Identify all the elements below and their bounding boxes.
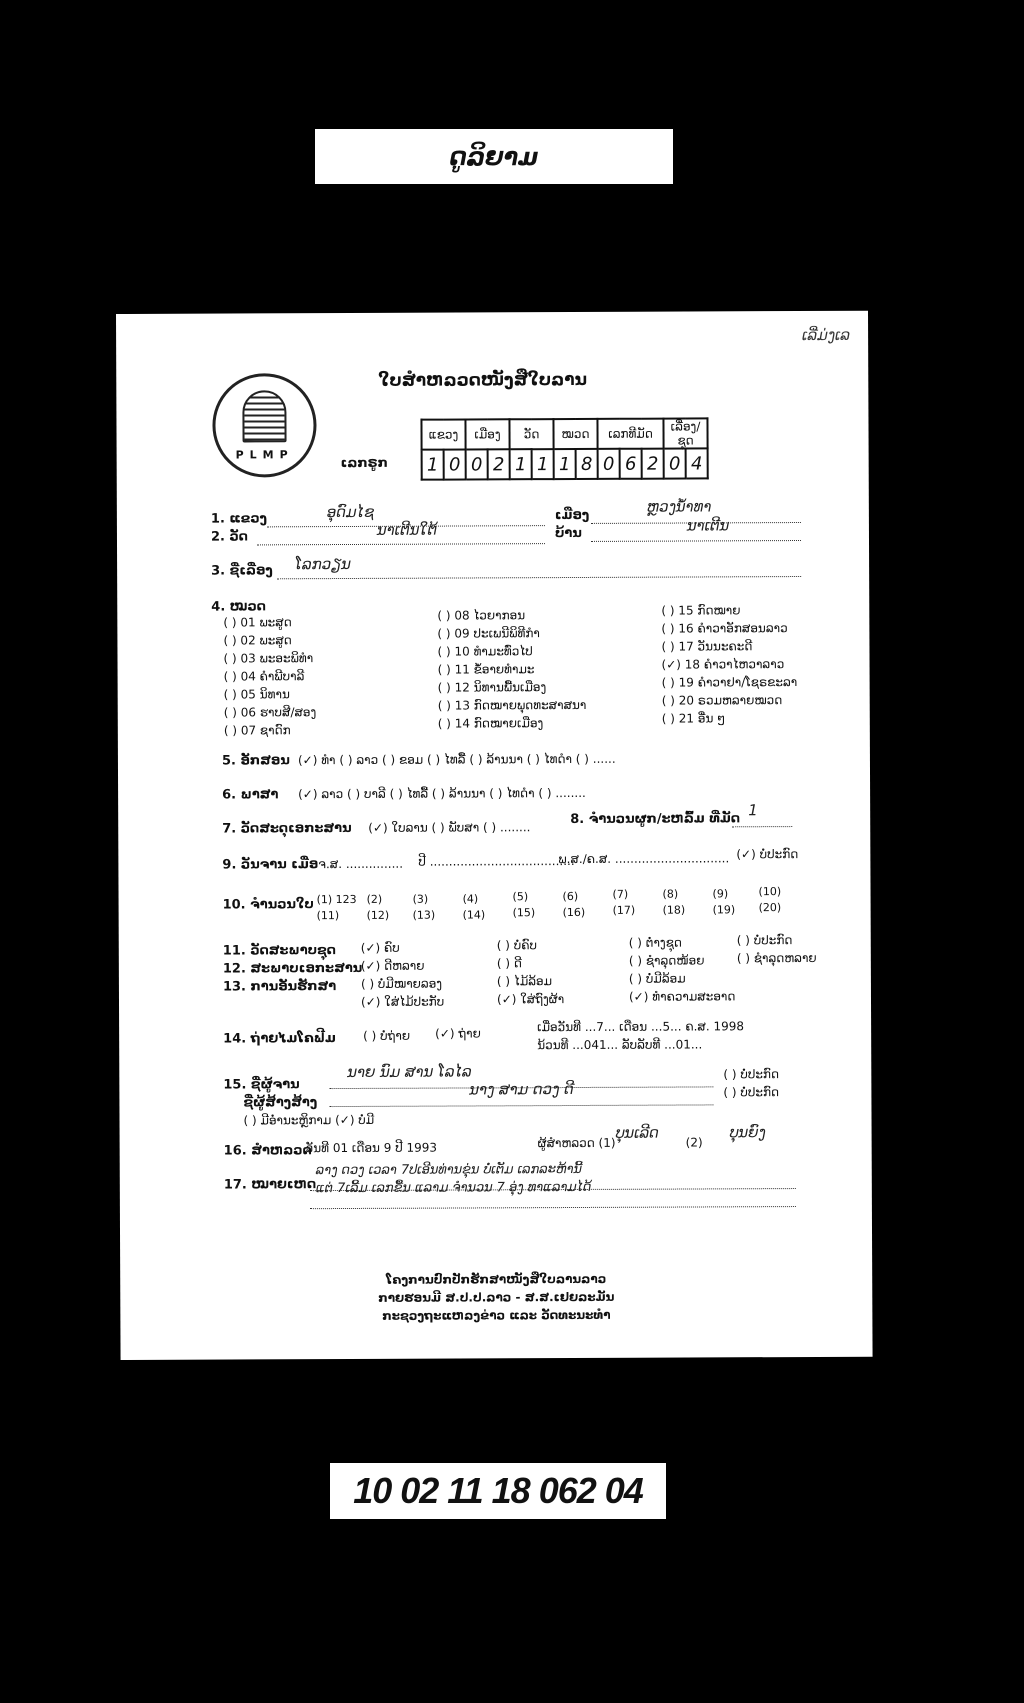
category-option: ( ) 08 ໄວຍາກອນ xyxy=(437,608,526,623)
date-year: ປີ ...................................... xyxy=(418,854,575,869)
colophon-options: ( ) ມີອໍ່ານະຫຼິກາມ (✓) ບໍ່ມີ xyxy=(243,1112,375,1128)
condition-option: ( ) ຊຳລຸດຫລາຍ xyxy=(736,950,817,966)
leaf-count-cell: (6) xyxy=(562,889,579,904)
category-option: ( ) 10 ທຳມະທົ່ວໄປ xyxy=(437,644,533,659)
leaf-count-cell: (17) xyxy=(612,903,636,917)
code-digit: 4 xyxy=(686,448,708,478)
category-option: ( ) 04 ຄຳພີບາລີ xyxy=(223,669,305,684)
preservation-option: ( ) ບໍ່ມີລ້ອມ xyxy=(628,971,686,986)
preservation-option: (✓) ທຳຄວາມສະອາດ xyxy=(628,989,736,1004)
category-option: ( ) 05 ນິທານ xyxy=(223,687,290,702)
manuscript-code-table xyxy=(420,417,708,480)
preservation-option: (✓) ໃສ່ຖົງຜ້າ xyxy=(496,992,565,1007)
category-option: ( ) 20 ຣວມຫລາຍໝວດ xyxy=(661,693,783,708)
condition-label: 12. ສະພາບເອກະສານ xyxy=(222,960,363,977)
code-header: ແຂວງ xyxy=(421,419,465,449)
category-option: ( ) 03 ພະອະພິທຳ xyxy=(223,651,314,666)
code-header: ເມືອງ xyxy=(465,419,509,449)
leaf-count-cell: (5) xyxy=(512,890,529,904)
leaf-count-cell: (12) xyxy=(366,908,390,922)
condition-option: ( ) ຊຳລຸດໜ້ອຍ xyxy=(628,953,705,968)
survey-form-sheet xyxy=(116,311,873,1360)
leaf-count-cell: (10) xyxy=(758,885,782,899)
microfilm-yes: (✓) ຖ່າຍ xyxy=(435,1026,481,1041)
city-label: ເມືອງ xyxy=(554,507,590,524)
surveyor-1: ບຸນເລີດ xyxy=(615,1123,659,1142)
code-header: ເລກທີມັດ xyxy=(597,419,663,449)
header-label: ດູລິຍາມ xyxy=(315,129,673,184)
date-written-label: 9. ວັນຈານ ເມື່ອ xyxy=(222,857,319,873)
temple-value: ນາເຕີນໃຕ້ xyxy=(376,520,438,539)
remarks-text-1: ລາງ ດວງ ເວລາ 7ປເອີນທ່ານຂຸ່ນ ບໍ່ເຕັມ ເລກລະຫ້ານີ້ xyxy=(315,1161,582,1179)
code-digit: 0 xyxy=(466,449,488,479)
footer-line: ກະຊວງຖະແຫລງຂ່າວ ແລະ ວັດທະນະທຳ xyxy=(382,1307,611,1323)
material-options: (✓) ໃບລານ ( ) ພັບສາ ( ) ........ xyxy=(368,820,531,835)
surveyor-label: ຜູ້ສຳຫລວດ (1) xyxy=(537,1135,616,1151)
microfilm-label: 14. ຖ່າຍໄມໂຄຟີມ xyxy=(223,1031,336,1047)
date-bs: ພ.ສ./ຄ.ສ. .............................. xyxy=(558,851,730,867)
seal-text: PLMP xyxy=(235,447,294,461)
title-label: 3. ຊື່ເລື່ອງ xyxy=(211,563,273,579)
province-label: 1. ແຂວງ xyxy=(210,511,268,527)
category-label: 4. ໝວດ xyxy=(211,599,266,615)
category-option: ( ) 02 ພະສູດ xyxy=(223,633,292,648)
category-option: ( ) 11 ຂໍ້ອາຍທຳມະ xyxy=(437,662,535,677)
survey-date: ວັນທີ 01 ເດືອນ 9 ປີ 1993 xyxy=(305,1140,438,1156)
leaf-count-cell: (18) xyxy=(662,903,686,917)
scribe-unknown: ( ) ບໍ່ປະກົດ xyxy=(723,1067,780,1082)
code-label: ເລກຣູກ xyxy=(340,455,388,472)
footer-line: ກາຍຮອນມີ ສ.ປ.ປ.ລາວ - ສ.ສ.ເຢຍລະມັນ xyxy=(378,1289,615,1305)
title-value: ໂລກວຽນ xyxy=(295,554,351,574)
manuscript-code-label: 10 02 11 18 062 04 xyxy=(330,1463,666,1519)
leaf-count-cell: (8) xyxy=(662,887,679,901)
leaf-count-cell: (13) xyxy=(412,908,436,922)
title-line xyxy=(277,561,801,579)
code-digit: 1 xyxy=(422,450,444,480)
category-option: ( ) 19 ຄຳວາຢາ/ໂຊຣຂະລາ xyxy=(661,675,798,690)
condition-option: (✓) ດີຫລາຍ xyxy=(360,958,425,973)
category-option: ( ) 07 ຊາດົກ xyxy=(223,723,291,738)
code-digit: 6 xyxy=(620,449,642,479)
language-options: (✓) ລາວ ( ) ບາລີ ( ) ໄທລື້ ( ) ລ້ານນາ ( ) ໄທດຳ ( ) ........ xyxy=(298,785,586,802)
category-option: ( ) 14 ກົດໝາຍເມືອງ xyxy=(437,716,544,731)
category-option: (✓) 18 ຄຳວາໄຫວາລາວ xyxy=(661,657,785,672)
material-label: 7. ວັດສະດຸເອກະສານ xyxy=(222,820,352,837)
remarks-text-2: ແຕ່ 7ເລີ້ມ ເລກຂື້ນ ແລາມ ຈຳນວນ 7 ອຸ່ງ ທາແລາມໄດ້ xyxy=(315,1179,592,1197)
leaf-count-cell: (20) xyxy=(758,901,782,915)
category-option: ( ) 21 ອື່ນ ໆ xyxy=(661,711,726,726)
temple-emblem-icon xyxy=(242,390,286,442)
remarks-label: 17. ໝາຍເຫດ xyxy=(223,1177,317,1193)
set-status-option: ( ) ຕໍ່າງຊຸດ xyxy=(628,935,682,950)
surveyor-2: ບຸນຍົງ xyxy=(729,1123,766,1142)
category-option: ( ) 01 ພະສູດ xyxy=(223,615,292,630)
code-digit: 0 xyxy=(664,449,686,479)
project-seal-icon xyxy=(212,373,316,477)
leaf-count-cell: (14) xyxy=(462,908,486,922)
leaf-count-cell: (16) xyxy=(562,905,586,920)
code-header: ວັດ xyxy=(509,419,553,449)
leaf-count-cell: (2) xyxy=(366,892,383,906)
leaf-count-label: 10. ຈຳນວນໃບ xyxy=(222,897,314,913)
code-digit: 8 xyxy=(576,449,598,479)
microfilm-date: ເມື່ອວັນທີ ...7... ເດືອນ ...5... ຄ.ສ. 1998 xyxy=(537,1019,745,1035)
code-header: ເລື່ອງ/ຊຸດ xyxy=(663,418,707,448)
leaf-count-cell: (19) xyxy=(712,903,736,917)
footer-line: ໂຄງການປົກປັກຮັກສາໜັງສືໃບລານລາວ xyxy=(386,1271,607,1287)
code-digit: 0 xyxy=(444,449,466,479)
date-js: ຈ.ສ. ............... xyxy=(318,856,404,872)
language-label: 6. ພາສາ xyxy=(222,787,279,803)
surveyor-2-label: (2) xyxy=(685,1135,703,1150)
code-digit: 0 xyxy=(598,449,620,479)
microfilm-roll: ນ້ວນທີ ...041... ລັບລັບທີ ...01... xyxy=(537,1037,703,1053)
fascicle-count-value: 1 xyxy=(748,801,758,820)
category-option: ( ) 16 ຄຳວາອັກສອນລາວ xyxy=(661,621,788,636)
code-digit: 1 xyxy=(532,449,554,479)
category-option: ( ) 06 ຮາບສີ/ສອງ xyxy=(223,705,317,720)
set-status-label: 11. ວັດສະພາບຊຸດ xyxy=(222,943,336,959)
code-header: ໝວດ xyxy=(553,419,597,449)
preservation-label: 13. ການອັນຮັກສາ xyxy=(222,979,337,995)
set-status-option: ( ) ບໍ່ຄົບ xyxy=(496,938,538,953)
corner-note: ເລີ່ມ່ງເລ xyxy=(801,325,851,345)
form-title: ໃບສຳຫລວດໜັງສືໃບລານ xyxy=(378,369,588,391)
province-value: ອຸດົມໄຊ xyxy=(326,502,375,522)
leaf-count-cell: (1) 123 xyxy=(316,892,357,907)
condition-option: ( ) ດີ xyxy=(496,956,522,971)
code-digit: 1 xyxy=(510,449,532,479)
script-label: 5. ອັກສອນ xyxy=(221,753,290,769)
leaf-count-cell: (3) xyxy=(412,892,429,906)
project-footer xyxy=(120,1269,872,1326)
category-option: ( ) 17 ວັນນະຄະດີ xyxy=(661,639,753,654)
leaf-count-cell: (4) xyxy=(462,892,479,906)
sponsor-unknown: ( ) ບໍ່ປະກົດ xyxy=(723,1085,780,1100)
survey-label: 16. ສຳຫລວດ xyxy=(223,1143,312,1159)
fascicle-count-line xyxy=(732,811,792,827)
code-digit: 2 xyxy=(488,449,510,479)
category-option: ( ) 13 ກົດໝາຍພຸດທະສາສນາ xyxy=(437,697,587,713)
preservation-option: ( ) ໄມ້ລ້ອມ xyxy=(496,974,553,989)
microfilm-no: ( ) ບໍ່ຖ່າຍ xyxy=(363,1028,411,1043)
village-label: ບ້ານ xyxy=(554,525,582,542)
scribe-label: 15. ຊື່ຜູ້ຈານ xyxy=(223,1077,300,1093)
leaf-count-cell: (11) xyxy=(316,909,340,923)
fascicle-count-label: 8. ຈຳນວນຜູກ/ະຫລົ້ມ ທີ່ມັດ xyxy=(570,811,741,828)
leaf-count-cell: (15) xyxy=(512,906,536,920)
code-digit: 1 xyxy=(554,449,576,479)
category-option: ( ) 15 ກົດໝາຍ xyxy=(661,603,741,618)
category-option: ( ) 12 ນິທານພື້ນເມືອງ xyxy=(437,680,547,695)
city-value: ຫຼວງນ້ຳທາ xyxy=(646,497,712,516)
script-options: (✓) ທຳ ( ) ລາວ ( ) ຂອມ ( ) ໄທລື້ ( ) ລ້ານນາ ( ) ໄທດຳ ( ) ...... xyxy=(297,751,616,768)
temple-label: 2. ວັດ xyxy=(210,529,248,545)
date-unknown: (✓) ບໍ່ປະກົດ xyxy=(736,847,799,862)
sponsor-label: ຊື່ຜູ້ສ້າງສ້າງ xyxy=(243,1095,318,1111)
set-status-option: (✓) ຄົບ xyxy=(360,940,400,955)
leaf-count-cell: (7) xyxy=(612,887,629,901)
preservation-option: ( ) ບໍ່ມີໝາຍລອງ xyxy=(360,976,443,991)
code-digit: 2 xyxy=(642,449,664,479)
village-value: ນາເຕີນ xyxy=(686,516,730,535)
set-status-option: ( ) ບໍ່ປະກົດ xyxy=(736,933,793,948)
preservation-option: (✓) ໃສ່ໄມ້ປະກັບ xyxy=(360,994,445,1009)
leaf-count-cell: (9) xyxy=(712,887,729,901)
scribe-value: ນາຍ ນົມ ສານ ໂລໄລ xyxy=(347,1062,472,1081)
sponsor-value: ນາງ ສາມ ດວງ ດີ xyxy=(469,1080,574,1099)
category-option: ( ) 09 ປະເພນີພິທີກຳ xyxy=(437,626,540,641)
